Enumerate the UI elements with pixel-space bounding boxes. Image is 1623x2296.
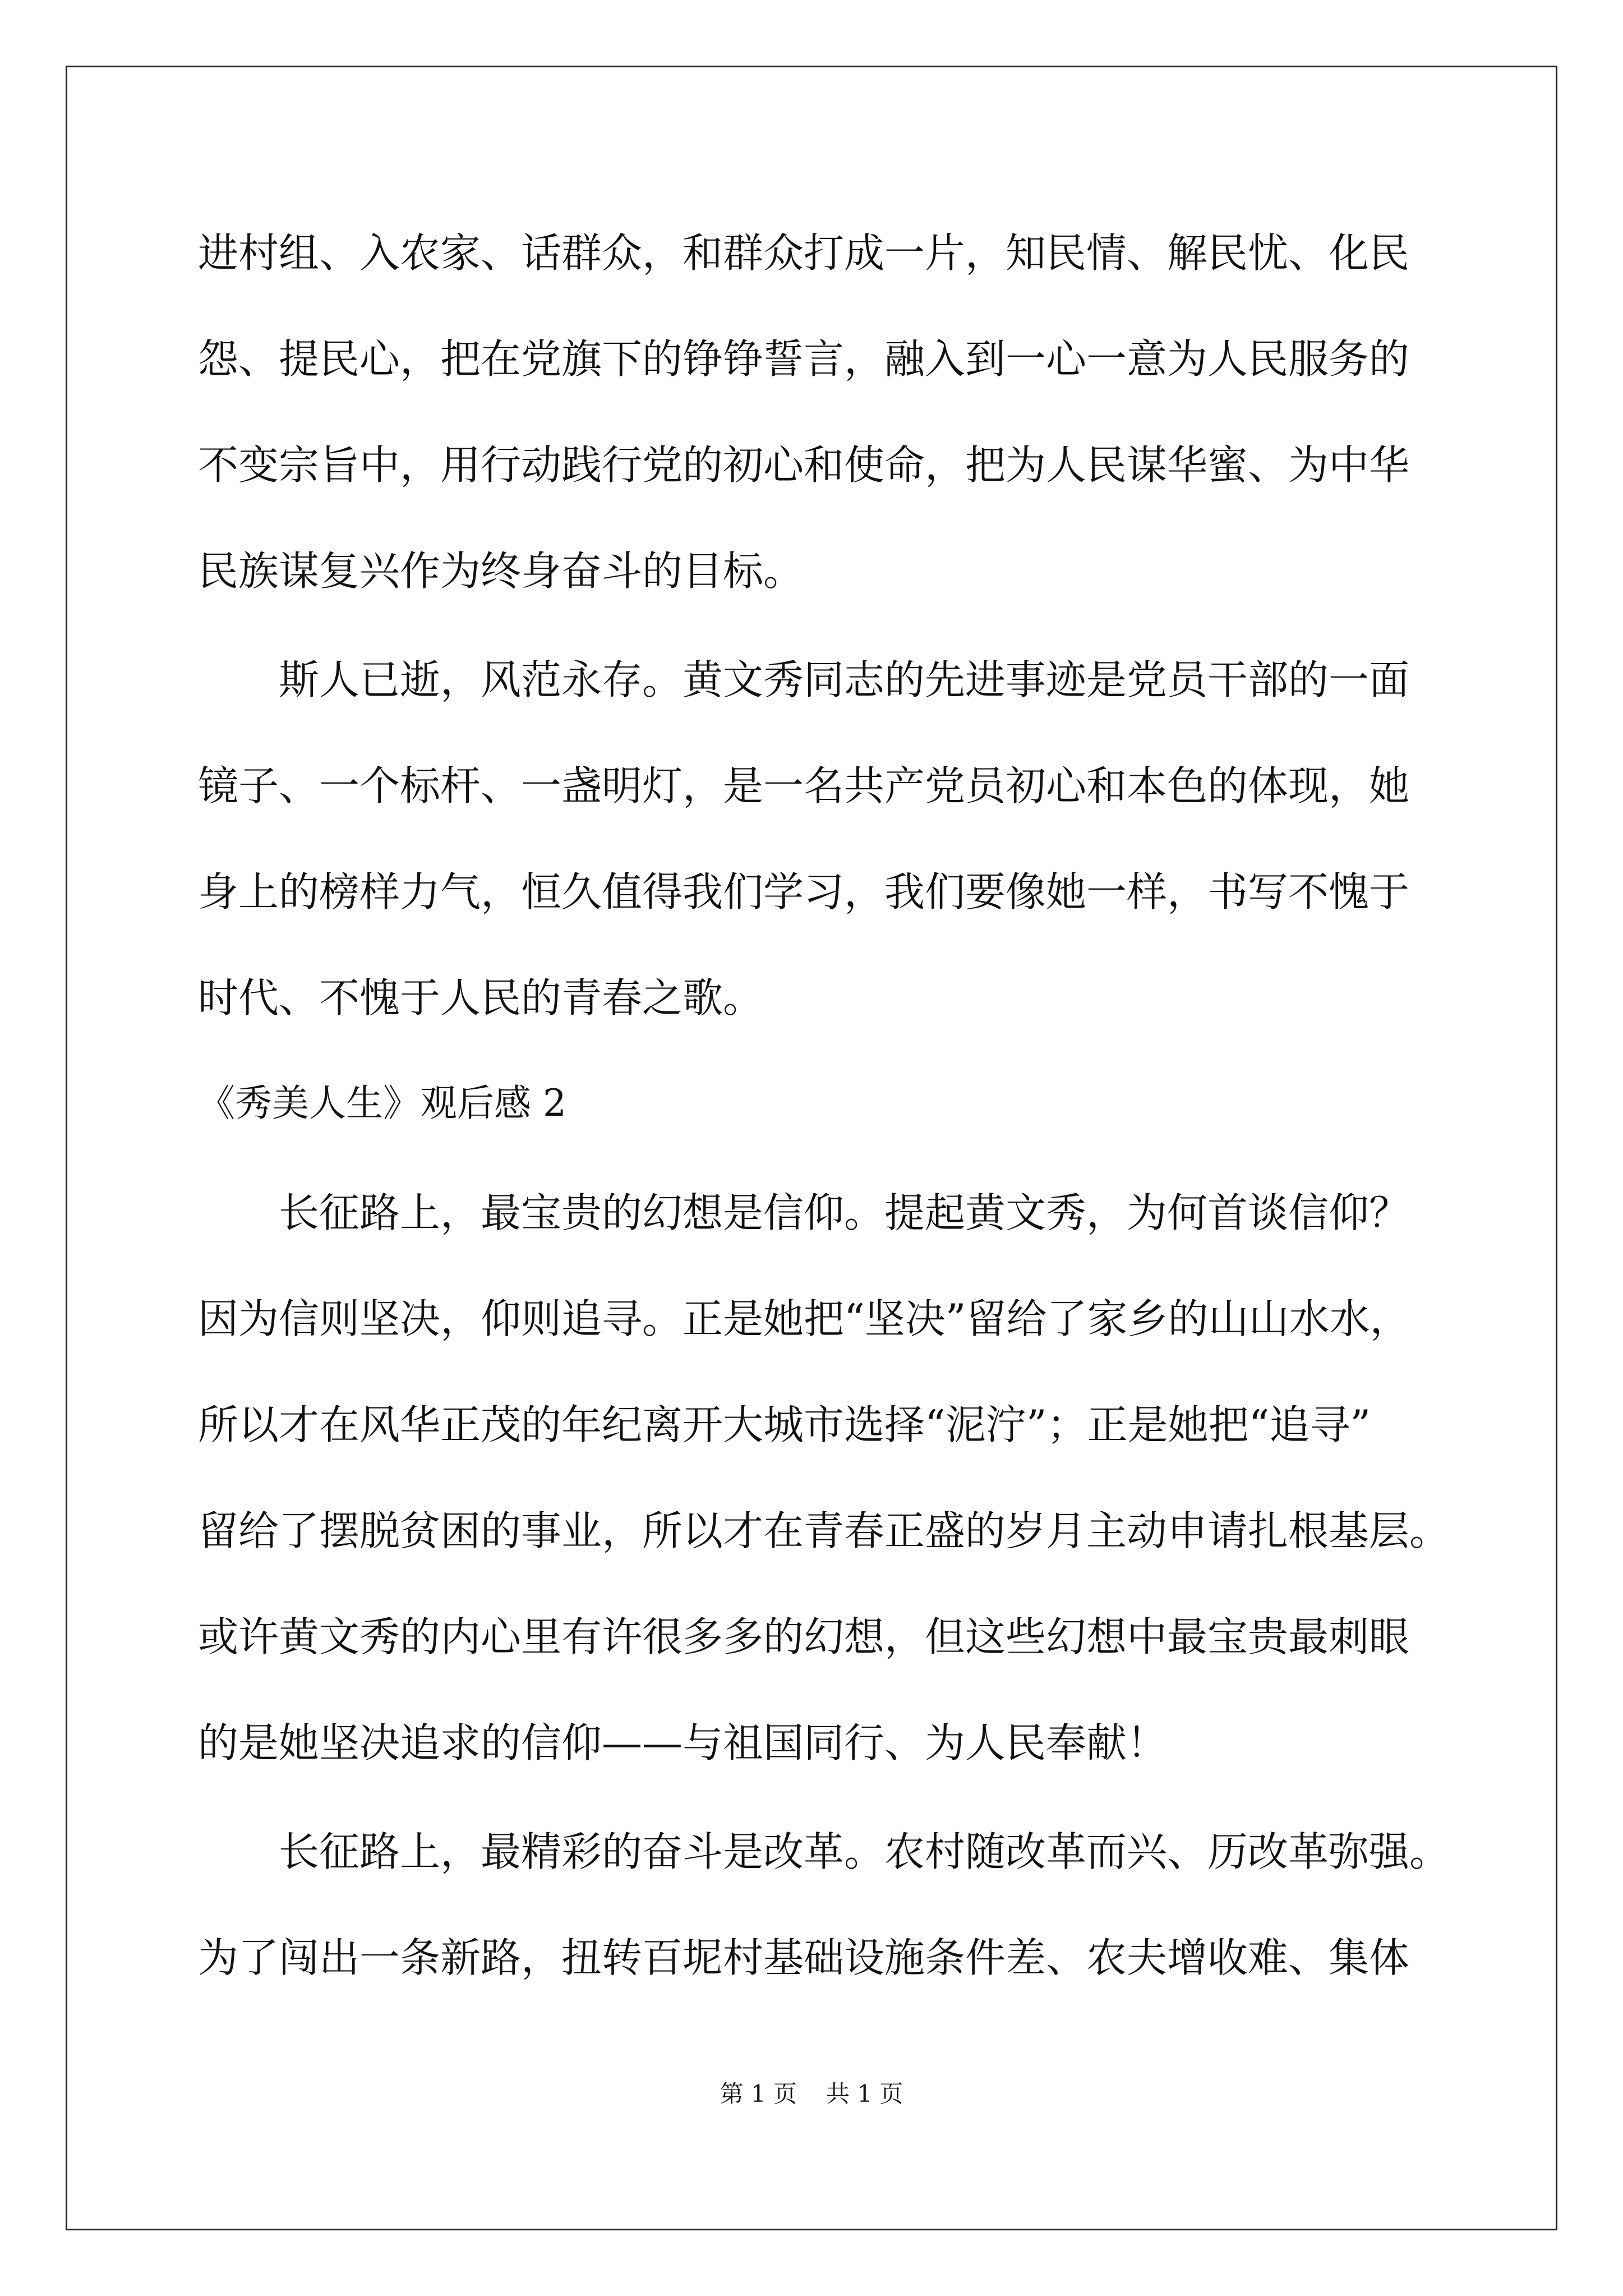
paragraph-start-line: 斯人已逝，风范永存。黄文秀同志的先进事迹是党员干部的一面	[279, 656, 1410, 703]
paragraph-start-line: 长征路上，最宝贵的幻想是信仰。提起黄文秀，为何首谈信仰？	[279, 1189, 1410, 1236]
paragraph-start-line: 长征路上，最精彩的奋斗是改革。农村随改革而兴、历改革弥强。	[279, 1828, 1450, 1875]
page-border	[66, 66, 1557, 2230]
text-line: 或许黄文秀的内心里有许很多多的幻想，但这些幻想中最宝贵最刺眼	[198, 1613, 1410, 1660]
text-line: 身上的榜样力气，恒久值得我们学习，我们要像她一样，书写不愧于	[198, 868, 1410, 915]
page-number: 第 1 页	[720, 2080, 797, 2108]
text-line: 镜子、一个标杆、一盏明灯，是一名共产党员初心和本色的体现，她	[198, 762, 1410, 809]
text-line: 民族谋复兴作为终身奋斗的目标。	[198, 547, 804, 595]
text-line: 不变宗旨中，用行动践行党的初心和使命，把为人民谋华蜜、为中华	[198, 441, 1410, 489]
text-line: 因为信则坚决，仰则追寻。正是她把“坚决”留给了家乡的山山水水，	[198, 1295, 1410, 1342]
text-line: 留给了摆脱贫困的事业，所以才在青春正盛的岁月主动申请扎根基层。	[198, 1507, 1450, 1554]
page-total: 共 1 页	[826, 2080, 903, 2108]
section-heading: 《秀美人生》观后感 2	[198, 1082, 566, 1125]
page-footer	[0, 2078, 1623, 2110]
text-line: 怨、提民心，把在党旗下的铮铮誓言，融入到一心一意为人民服务的	[198, 335, 1410, 383]
text-line: 进村组、入农家、话群众，和群众打成一片，知民情、解民忧、化民	[198, 229, 1410, 277]
text-line: 时代、不愧于人民的青春之歌。	[198, 974, 764, 1022]
text-line: 所以才在风华正茂的年纪离开大城市选择“泥泞”；正是她把“追寻”	[198, 1401, 1371, 1448]
text-line: 的是她坚决追求的信仰——与祖国同行、为人民奉献！	[198, 1719, 1168, 1766]
text-line: 为了闯出一条新路，扭转百坭村基础设施条件差、农夫增收难、集体	[198, 1934, 1410, 1981]
